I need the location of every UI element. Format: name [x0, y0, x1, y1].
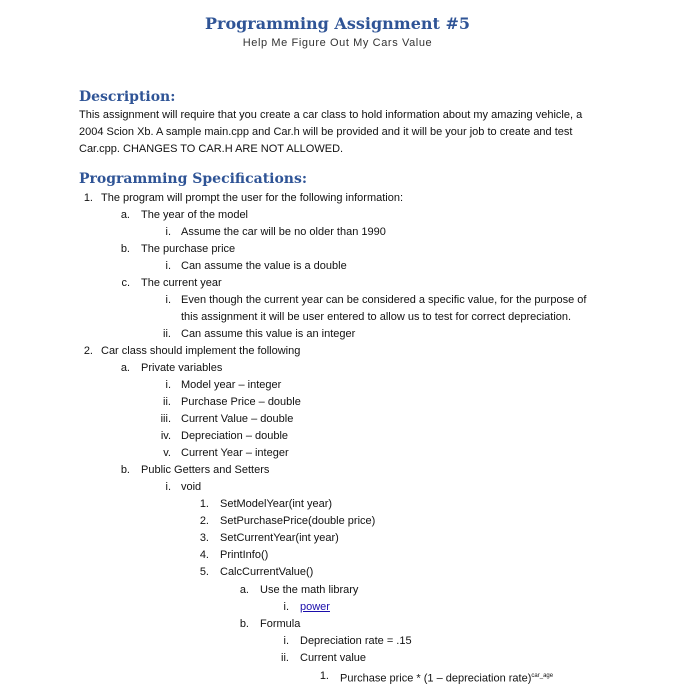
list-marker: i. — [283, 635, 289, 647]
list-item: Public Getters and Setters — [141, 464, 270, 476]
list-marker: b. — [120, 464, 130, 476]
list-marker: a. — [120, 362, 130, 374]
list-item: Even though the current year can be considered a specific value, for the purpose of — [181, 294, 587, 306]
list-marker: 1. — [83, 192, 93, 204]
list-item: Assume the car will be no older than 1990 — [181, 226, 386, 238]
list-item: The current year — [141, 277, 222, 289]
list-item: Private variables — [141, 362, 223, 374]
specs-heading: Programming Specifications: — [79, 171, 308, 187]
list-marker: b. — [120, 243, 130, 255]
list-item: Current Value – double — [181, 413, 294, 425]
list-marker: iv. — [160, 430, 171, 442]
description-line: 2004 Scion Xb. A sample main.cpp and Car.h will be provided and it will be your job to create and test — [79, 125, 573, 138]
list-marker: i. — [165, 294, 171, 306]
list-marker: 1. — [199, 498, 209, 510]
list-item: SetModelYear(int year) — [220, 498, 333, 510]
list-item: void — [181, 481, 202, 493]
list-marker: b. — [239, 618, 249, 630]
list-item: SetCurrentYear(int year) — [220, 532, 339, 544]
list-marker: i. — [165, 379, 171, 391]
list-marker: iii. — [160, 413, 171, 425]
list-marker: 3. — [199, 532, 209, 544]
list-marker: i. — [283, 601, 289, 613]
list-item: The purchase price — [141, 243, 236, 255]
document-title: Programming Assignment #5 — [204, 14, 470, 33]
list-marker: a. — [120, 209, 130, 221]
list-item: SetPurchasePrice(double price) — [220, 515, 376, 527]
power-link[interactable]: power — [300, 601, 330, 613]
list-item: Current Year – integer — [181, 447, 289, 459]
list-item: Use the math library — [260, 584, 359, 596]
description-line: Car.cpp. CHANGES TO CAR.H ARE NOT ALLOWED. — [79, 142, 344, 155]
formula-text: Purchase price * (1 – depreciation rate) — [340, 672, 532, 685]
list-item: this assignment it will be user entered to allow us to test for correct depreciation. — [181, 311, 572, 323]
formula-exponent: car_age — [531, 673, 554, 679]
list-item: Can assume this value is an integer — [181, 328, 356, 340]
list-item: PrintInfo() — [220, 549, 269, 561]
list-marker: ii. — [163, 396, 171, 408]
list-marker: 2. — [199, 515, 209, 527]
list-marker: c. — [121, 277, 130, 289]
document-subtitle: Help Me Figure Out My Cars Value — [242, 37, 433, 49]
formula-line — [340, 669, 553, 686]
list-marker: 1. — [319, 670, 329, 682]
list-item: Depreciation rate = .15 — [300, 635, 412, 647]
list-marker: 5. — [199, 566, 209, 578]
list-item: Formula — [260, 618, 301, 630]
list-marker: 2. — [83, 345, 93, 357]
list-marker: i. — [165, 226, 171, 238]
list-item: The year of the model — [141, 209, 249, 221]
list-marker: i. — [165, 260, 171, 272]
list-marker: v. — [163, 447, 171, 459]
list-item: Can assume the value is a double — [181, 260, 347, 272]
list-marker: ii. — [281, 652, 289, 664]
list-item: Model year – integer — [181, 379, 282, 391]
list-marker: i. — [165, 481, 171, 493]
list-item: CalcCurrentValue() — [220, 566, 314, 578]
list-marker: 4. — [199, 549, 209, 561]
description-heading: Description: — [79, 89, 176, 105]
list-marker: a. — [239, 584, 249, 596]
description-paragraph — [79, 107, 599, 158]
description-line: This assignment will require that you create a car class to hold information about my amazing vehicle, a — [79, 109, 583, 121]
list-item: Car class should implement the following — [101, 345, 301, 357]
list-item: Current value — [300, 652, 367, 664]
list-item: Purchase Price – double — [181, 396, 301, 408]
list-marker: ii. — [163, 328, 171, 340]
list-item: The program will prompt the user for the following information: — [101, 192, 404, 204]
list-item: Depreciation – double — [181, 430, 289, 442]
